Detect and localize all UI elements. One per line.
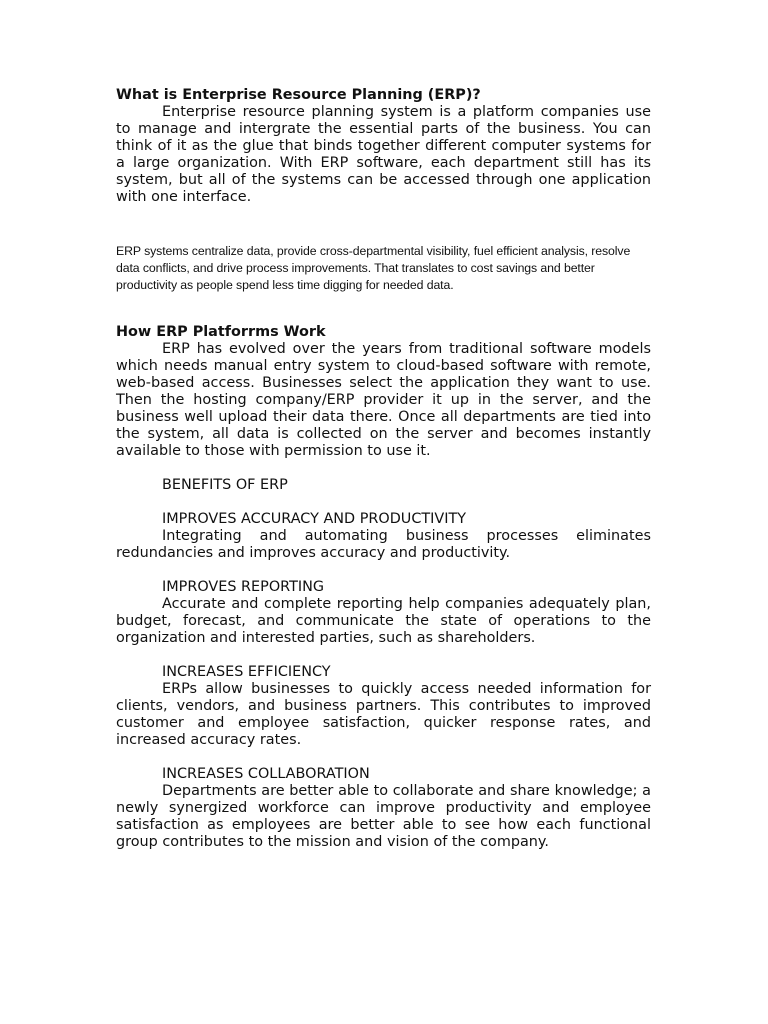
benefit-body: Departments are better able to collaborate and share knowledge; a newly synergized workforce can improve productivity and employee satisfaction as employees are better able to see how each functional group contributes to the mission and vision of the company. (116, 783, 651, 850)
benefit-title: IMPROVES REPORTING (162, 579, 325, 595)
spacer (116, 206, 651, 243)
benefit-title: INCREASES EFFICIENCY (162, 664, 331, 680)
document-page (116, 87, 651, 851)
spacer (116, 749, 651, 766)
erp-note-paragraph: ERP systems centralize data, provide cross-departmental visibility, fuel efficient analysis, resolve data conflicts, and drive process improvements. That translates to cost savings and better productivity as people spend less time digging for needed data. (116, 244, 631, 292)
spacer (116, 562, 651, 579)
benefit-title: INCREASES COLLABORATION (162, 766, 370, 782)
spacer (116, 494, 651, 511)
benefit-title: IMPROVES ACCURACY AND PRODUCTIVITY (162, 511, 467, 527)
erp-heading: What is Enterprise Resource Planning (ERP)? (116, 87, 481, 103)
platforms-heading: How ERP Platforrms Work (116, 324, 326, 340)
benefits-heading: BENEFITS OF ERP (162, 477, 288, 493)
spacer (116, 294, 651, 324)
benefit-body: ERPs allow businesses to quickly access needed information for clients, vendors, and business partners. This contributes to improved customer and employee satisfaction, quicker response rates, and increased accuracy rates. (116, 681, 651, 748)
benefit-body: Accurate and complete reporting help companies adequately plan, budget, forecast, and communicate the state of operations to the organization and interested parties, such as shareholders. (116, 596, 651, 646)
erp-intro-paragraph: Enterprise resource planning system is a platform companies use to manage and intergrate the essential parts of the business. You can think of it as the glue that binds together different computer systems for a large organization. With ERP software, each department still has its system, but all of the systems can be accessed through one application with one interface. (116, 104, 651, 205)
platforms-paragraph: ERP has evolved over the years from traditional software models which needs manual entry system to cloud-based software with remote, web-based access. Businesses select the application they want to use. Then the hosting company/ERP provider it up in the server, and the business well upload their data there. Once all departments are tied into the system, all data is collected on the server and becomes instantly available to those with permission to use it. (116, 341, 651, 459)
benefit-body: Integrating and automating business processes eliminates redundancies and improves accuracy and productivity. (116, 528, 651, 561)
spacer (116, 460, 651, 477)
spacer (116, 647, 651, 664)
